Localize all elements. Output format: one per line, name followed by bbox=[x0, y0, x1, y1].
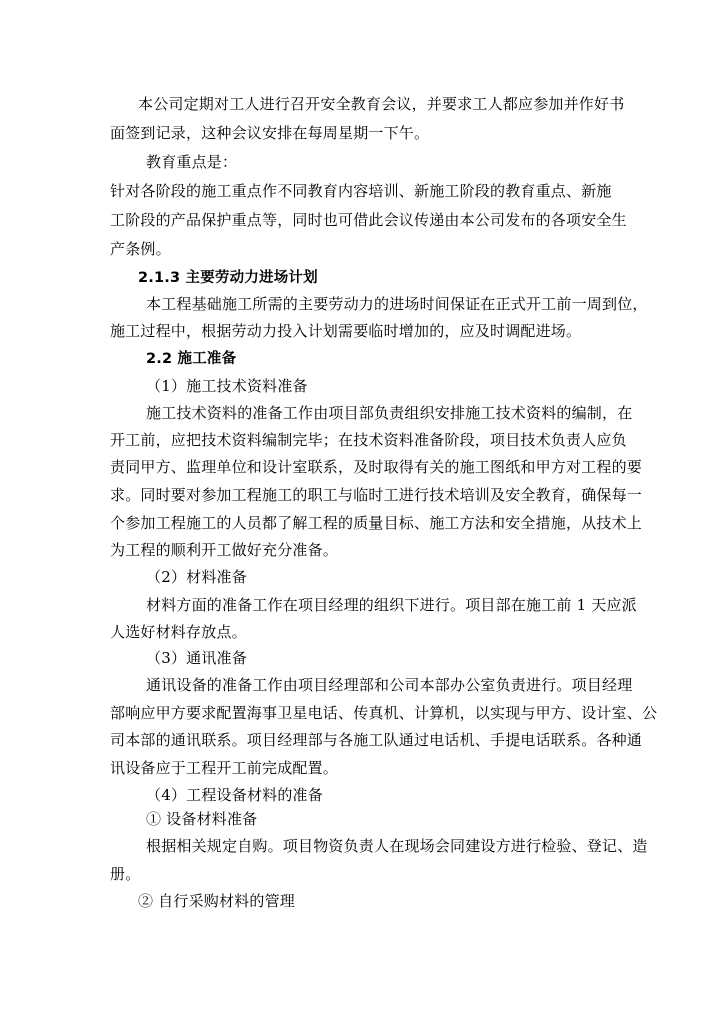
paragraph-line: 为工程的顺利开工做好充分准备。 bbox=[110, 541, 339, 559]
section-heading-2-2: 2.2 施工准备 bbox=[146, 351, 237, 367]
sub-item-title: ② 自行采购材料的管理 bbox=[138, 892, 295, 910]
paragraph-line: 教育重点是： bbox=[146, 153, 238, 171]
subsection-title: （2）材料准备 bbox=[146, 568, 247, 586]
paragraph-line: 部响应甲方要求配置海事卫星电话、传真机、计算机，以实现与甲方、设计室、公 bbox=[110, 704, 658, 722]
paragraph-line: 讯设备应于工程开工前完成配置。 bbox=[110, 759, 339, 777]
paragraph-line: 本工程基础施工所需的主要劳动力的进场时间保证在正式开工前一周到位， bbox=[146, 295, 648, 313]
paragraph-line: 求。同时要对参加工程施工的职工与临时工进行技术培训及安全教育，确保每一 bbox=[110, 486, 643, 504]
subsection-title: （3）通讯准备 bbox=[146, 649, 247, 667]
paragraph-line: 责同甲方、监理单位和设计室联系，及时取得有关的施工图纸和甲方对工程的要 bbox=[110, 458, 643, 476]
paragraph-line: 材料方面的准备工作在项目经理的组织下进行。项目部在施工前 1 天应派 bbox=[146, 596, 637, 614]
paragraph-line: 针对各阶段的施工重点作不同教育内容培训、新施工阶段的教育重点、新施 bbox=[110, 182, 612, 200]
paragraph-line: 工阶段的产品保护重点等，同时也可借此会议传递由本公司发布的各项安全生 bbox=[110, 211, 627, 229]
paragraph-line: 产条例。 bbox=[110, 240, 171, 258]
sub-item-title: ① 设备材料准备 bbox=[146, 810, 258, 828]
paragraph-line: 个参加工程施工的人员都了解工程的质量目标、施工方法和安全措施，从技术上 bbox=[110, 514, 643, 532]
paragraph-line: 人选好材料存放点。 bbox=[110, 623, 247, 641]
section-heading-2-1-3: 2.1.3 主要劳动力进场计划 bbox=[138, 270, 318, 286]
paragraph-line: 根据相关规定自购。项目物资负责人在现场会同建设方进行检验、登记、造 bbox=[146, 837, 648, 855]
subsection-title: （1）施工技术资料准备 bbox=[146, 377, 308, 395]
paragraph-line: 开工前，应把技术资料编制完毕；在技术资料准备阶段，项目技术负责人应负 bbox=[110, 431, 627, 449]
paragraph-line: 施工过程中，根据劳动力投入计划需要临时增加的，应及时调配进场。 bbox=[110, 322, 582, 340]
paragraph-line: 面签到记录，这种会议安排在每周星期一下午。 bbox=[110, 124, 430, 142]
paragraph-line: 施工技术资料的准备工作由项目部负责组织安排施工技术资料的编制，在 bbox=[146, 404, 633, 422]
paragraph-line: 本公司定期对工人进行召开安全教育会议，并要求工人都应参加并作好书 bbox=[138, 95, 625, 113]
paragraph-line: 册。 bbox=[110, 865, 141, 883]
paragraph-line: 司本部的通讯联系。项目经理部与各施工队通过电话机、手提电话联系。各种通 bbox=[110, 731, 643, 749]
paragraph-line: 通讯设备的准备工作由项目经理部和公司本部办公室负责进行。项目经理 bbox=[146, 676, 633, 694]
subsection-title: （4）工程设备材料的准备 bbox=[146, 786, 323, 804]
